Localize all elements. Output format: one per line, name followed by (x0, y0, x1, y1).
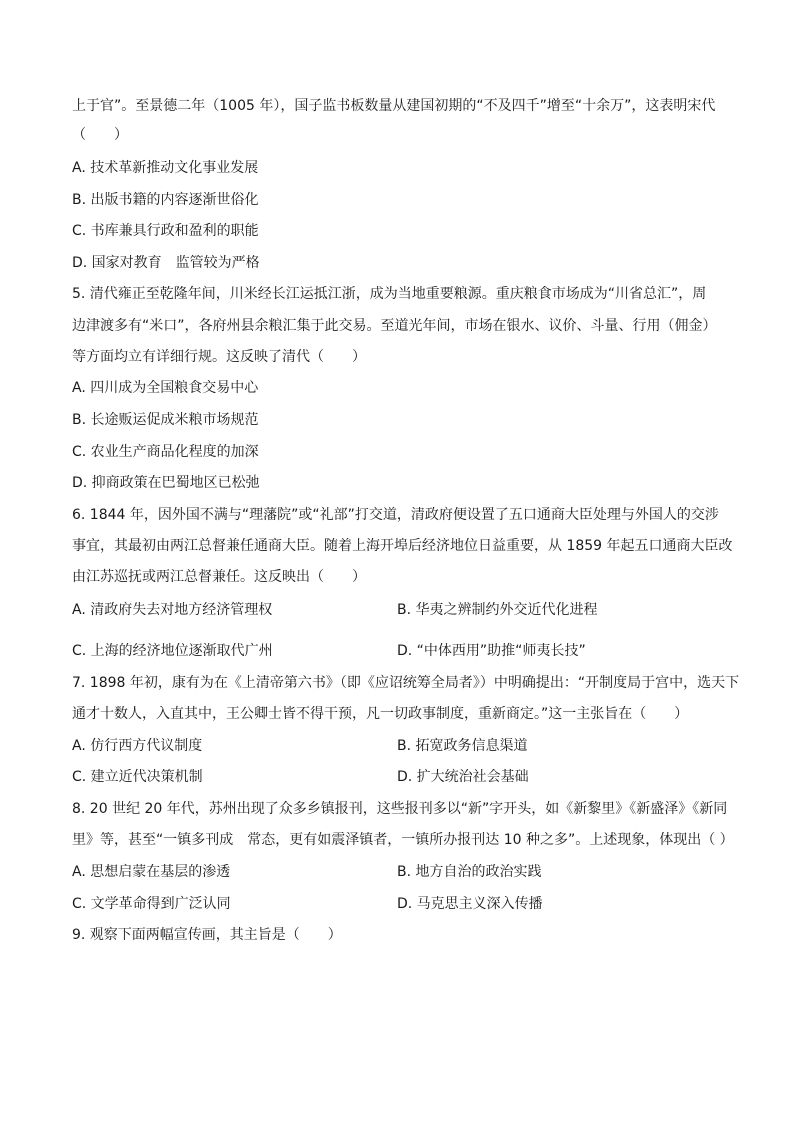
q5-option-b[interactable]: B. 长途贩运促成米粮市场规范 (72, 412, 259, 428)
q8-stem-line-2: 里》等，甚至“一镇多刊成 常态，更有如震泽镇者，一镇所办报刊达 10 种之多”。上述现象，体现出（ ） (72, 832, 734, 848)
q7-option-c[interactable]: C. 建立近代决策机制 (72, 769, 203, 785)
q8-option-a[interactable]: A. 思想启蒙在基层的渗透 (72, 864, 231, 880)
q4-stem-line-2: （ ） (72, 127, 128, 143)
q7-stem-line-1: 7. 1898 年初，康有为在《上清帝第六书》（即《应诏统筹全局者》）中明确提出：“开制度局于宫中，选天下 (72, 675, 740, 691)
q6-option-c[interactable]: C. 上海的经济地位逐渐取代广州 (72, 643, 273, 659)
q4-option-b[interactable]: B. 出版书籍的内容逐渐世俗化 (72, 192, 259, 208)
q8-option-c[interactable]: C. 文学革命得到广泛认同 (72, 896, 231, 912)
q6-stem-line-3: 由江苏巡抚或两江总督兼任。这反映出（ ） (72, 569, 366, 585)
q5-stem-line-3: 等方面均立有详细行规。这反映了清代（ ） (72, 349, 366, 365)
q7-option-a[interactable]: A. 仿行西方代议制度 (72, 738, 203, 754)
q5-stem-line-1: 5. 清代雍正至乾隆年间，川米经长江运抵江浙，成为当地重要粮源。重庆粮食市场成为“川省总汇”，周 (72, 286, 707, 302)
q6-stem-line-1: 6. 1844 年，因外国不满与“理藩院”或“礼部”打交道，清政府便设置了五口通商大臣处理与外国人的交涉 (72, 507, 719, 523)
q7-option-b[interactable]: B. 拓宽政务信息渠道 (397, 738, 528, 754)
q5-option-a[interactable]: A. 四川成为全国粮食交易中心 (72, 380, 259, 396)
q5-option-d[interactable]: D. 抑商政策在巴蜀地区已松弛 (72, 475, 260, 491)
q6-stem-line-2: 事宜，其最初由两江总督兼任通商大臣。随着上海开埠后经济地位日益重要，从 1859 年起五口通商大臣改 (72, 538, 733, 554)
q9-stem-line-1: 9. 观察下面两幅宣传画，其主旨是（ ） (72, 927, 342, 943)
q7-option-d[interactable]: D. 扩大统治社会基础 (397, 769, 529, 785)
q8-option-d[interactable]: D. 马克思主义深入传播 (397, 896, 543, 912)
q5-stem-line-2: 边津渡多有“米口”，各府州县余粮汇集于此交易。至道光年间，市场在银水、议价、斗量、行用（佣金） (72, 318, 717, 334)
q6-option-a[interactable]: A. 清政府失去对地方经济管理权 (72, 602, 273, 618)
q4-stem-line-1: 上于官”。至景德二年（1005 年），国子监书板数量从建国初期的“不及四千”增至“十余万”，这表明宋代 (72, 98, 716, 114)
q4-option-c[interactable]: C. 书库兼具行政和盈利的职能 (72, 223, 259, 239)
q8-option-b[interactable]: B. 地方自治的政治实践 (397, 864, 542, 880)
q5-option-c[interactable]: C. 农业生产商品化程度的加深 (72, 444, 259, 460)
q4-option-a[interactable]: A. 技术革新推动文化事业发展 (72, 160, 259, 176)
q4-option-d[interactable]: D. 国家对教育 监管较为严格 (72, 255, 260, 271)
q6-option-d[interactable]: D. “中体西用”助推“师夷长技” (397, 643, 586, 659)
q6-option-b[interactable]: B. 华夷之辨制约外交近代化进程 (397, 602, 598, 618)
q7-stem-line-2: 通才十数人，入直其中，王公卿士皆不得干预，凡一切政事制度，重新商定。”这一主张旨在（ ） (72, 706, 689, 722)
q8-stem-line-1: 8. 20 世纪 20 年代，苏州出现了众多乡镇报刊，这些报刊多以“新”字开头，如《新黎里》《新盛泽》《新同 (72, 801, 728, 817)
